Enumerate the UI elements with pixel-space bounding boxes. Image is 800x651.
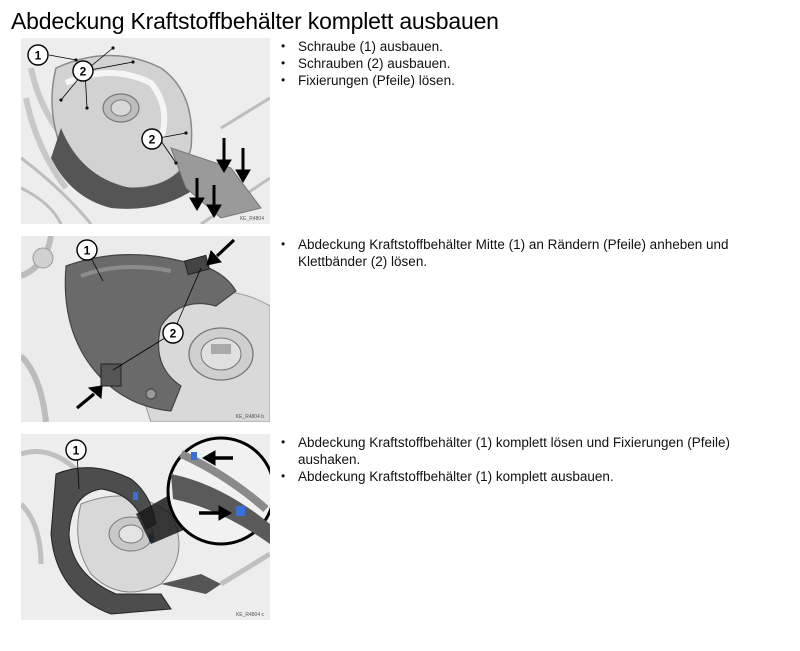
svg-text:1: 1: [72, 443, 80, 458]
detail-magnifier: [168, 438, 270, 544]
step-3: [21, 434, 781, 624]
figure-step-2: [21, 236, 270, 422]
instruction-item: • Fixierungen (Pfeile) lösen.: [279, 72, 779, 89]
callout-2: [73, 61, 93, 81]
instruction-item: • Abdeckung Kraftstoffbehälter (1) komplett ausbauen.: [279, 468, 779, 485]
instruction-list: [279, 236, 779, 270]
instruction-item: • Schraube (1) ausbauen.: [279, 38, 779, 55]
step-1: [21, 38, 781, 228]
instruction-item: • Abdeckung Kraftstoffbehälter (1) komplett lösen und Fixierungen (Pfeile) aushaken.: [279, 434, 779, 468]
callout-1: [28, 45, 48, 65]
callout-2: [142, 129, 162, 149]
step-2: [21, 236, 781, 426]
callout-1: [66, 440, 86, 460]
figure-code: KE_R4804 c: [235, 612, 264, 618]
figure-code: KE_R4804 b: [235, 414, 264, 420]
svg-text:2: 2: [169, 326, 177, 341]
callout-2: [163, 323, 183, 343]
callout-1: [77, 240, 97, 260]
tank-cover-center-illustration: [21, 236, 270, 422]
svg-text:1: 1: [34, 48, 42, 63]
tank-cover-removal-illustration: [21, 434, 270, 620]
instruction-list: [279, 434, 779, 485]
instruction-item: • Schrauben (2) ausbauen.: [279, 55, 779, 72]
figure-step-3: [21, 434, 270, 620]
figure-code: KE_R4804: [239, 216, 264, 222]
figure-step-1: [21, 38, 270, 224]
instruction-list: [279, 38, 779, 89]
svg-text:2: 2: [79, 64, 87, 79]
fuel-tank-screws-illustration: [21, 38, 270, 224]
svg-text:2: 2: [148, 132, 156, 147]
page-title: Abdeckung Kraftstoffbehälter komplett ausbauen: [11, 8, 499, 34]
instruction-item: • Abdeckung Kraftstoffbehälter Mitte (1) an Rändern (Pfeile) anheben und Klettbänder (2) lösen.: [279, 236, 779, 270]
svg-text:1: 1: [83, 243, 91, 258]
